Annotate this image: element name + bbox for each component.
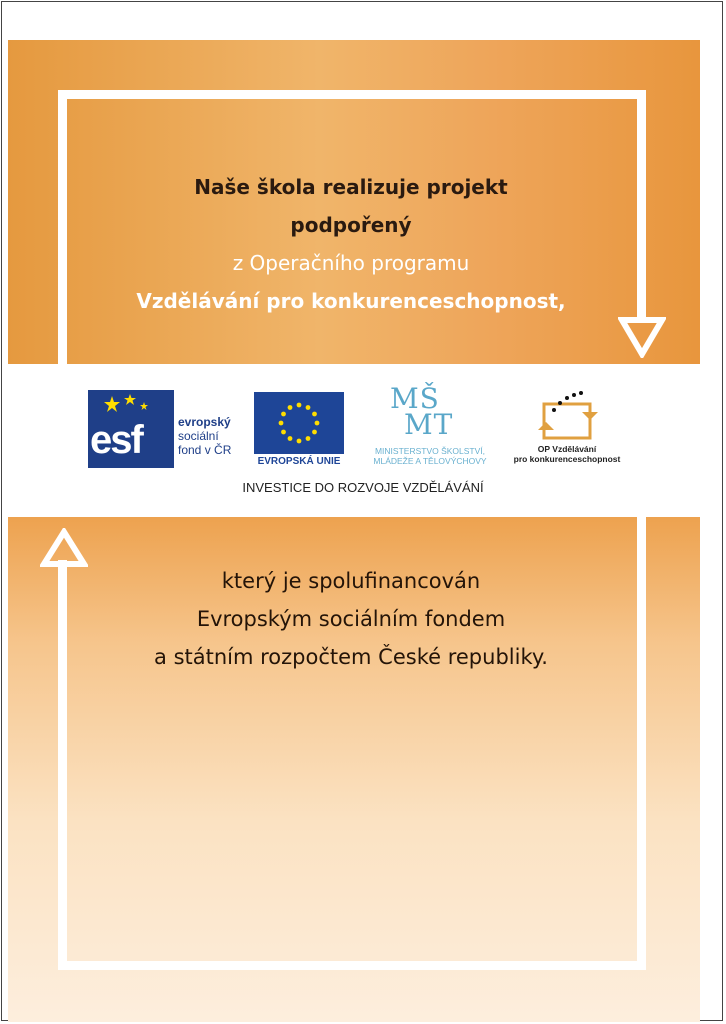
bottom-message bbox=[66, 562, 636, 676]
bottom-frame-line-right bbox=[637, 517, 646, 970]
top-message-line-4: Vzdělávání pro konkurenceschopnost, bbox=[136, 289, 566, 313]
bottom-message-line-3: a státním rozpočtem České republiky. bbox=[154, 645, 548, 669]
op-logo bbox=[512, 386, 622, 470]
bottom-frame-line-bottom bbox=[58, 961, 646, 970]
esf-mark: esf bbox=[90, 418, 142, 462]
eu-label: EVROPSKÁ UNIE bbox=[257, 456, 341, 467]
msmt-logo bbox=[352, 382, 508, 470]
op-label-line-1: OP Vzdělávání bbox=[537, 444, 597, 454]
investice-tagline: INVESTICE DO ROZVOJE VZDĚLÁVÁNÍ bbox=[242, 480, 484, 495]
bottom-message-line-1: který je spolufinancován bbox=[221, 569, 481, 593]
op-label-line-2: pro konkurenceschopnost bbox=[513, 454, 621, 464]
eu-flag-icon bbox=[254, 392, 344, 454]
msmt-mark bbox=[390, 382, 454, 441]
msmt-label-line-1: MINISTERSTVO ŠKOLSTVÍ, bbox=[374, 446, 486, 456]
esf-label bbox=[178, 415, 231, 457]
esf-label-line-2: sociální bbox=[178, 429, 219, 443]
msmt-mark-bottom: MT bbox=[404, 408, 454, 441]
op-logo-icon bbox=[538, 390, 598, 442]
msmt-label bbox=[352, 446, 508, 466]
esf-label-line-3: fond v ČR bbox=[178, 443, 232, 457]
esf-logo-block bbox=[88, 390, 174, 468]
eu-logo bbox=[254, 392, 344, 470]
logo-strip bbox=[0, 380, 726, 500]
op-label bbox=[512, 444, 622, 464]
top-message bbox=[66, 168, 636, 320]
msmt-mark-top: MŠ bbox=[390, 382, 440, 415]
esf-logo bbox=[88, 390, 248, 468]
top-message-line-3: z Operačního programu bbox=[232, 251, 470, 275]
stars-icon bbox=[102, 394, 152, 420]
top-frame-line-right bbox=[637, 90, 646, 320]
esf-label-line-1: evropský bbox=[178, 415, 231, 429]
down-arrow-icon bbox=[618, 316, 666, 358]
bottom-message-line-2: Evropským sociálním fondem bbox=[196, 607, 506, 631]
top-frame-line-top bbox=[58, 90, 646, 99]
top-message-line-1: Naše škola realizuje projekt bbox=[194, 175, 508, 199]
top-message-line-2: podpořený bbox=[290, 213, 412, 237]
msmt-label-line-2: MLÁDEŽE A TĚLOVÝCHOVY bbox=[373, 456, 487, 466]
